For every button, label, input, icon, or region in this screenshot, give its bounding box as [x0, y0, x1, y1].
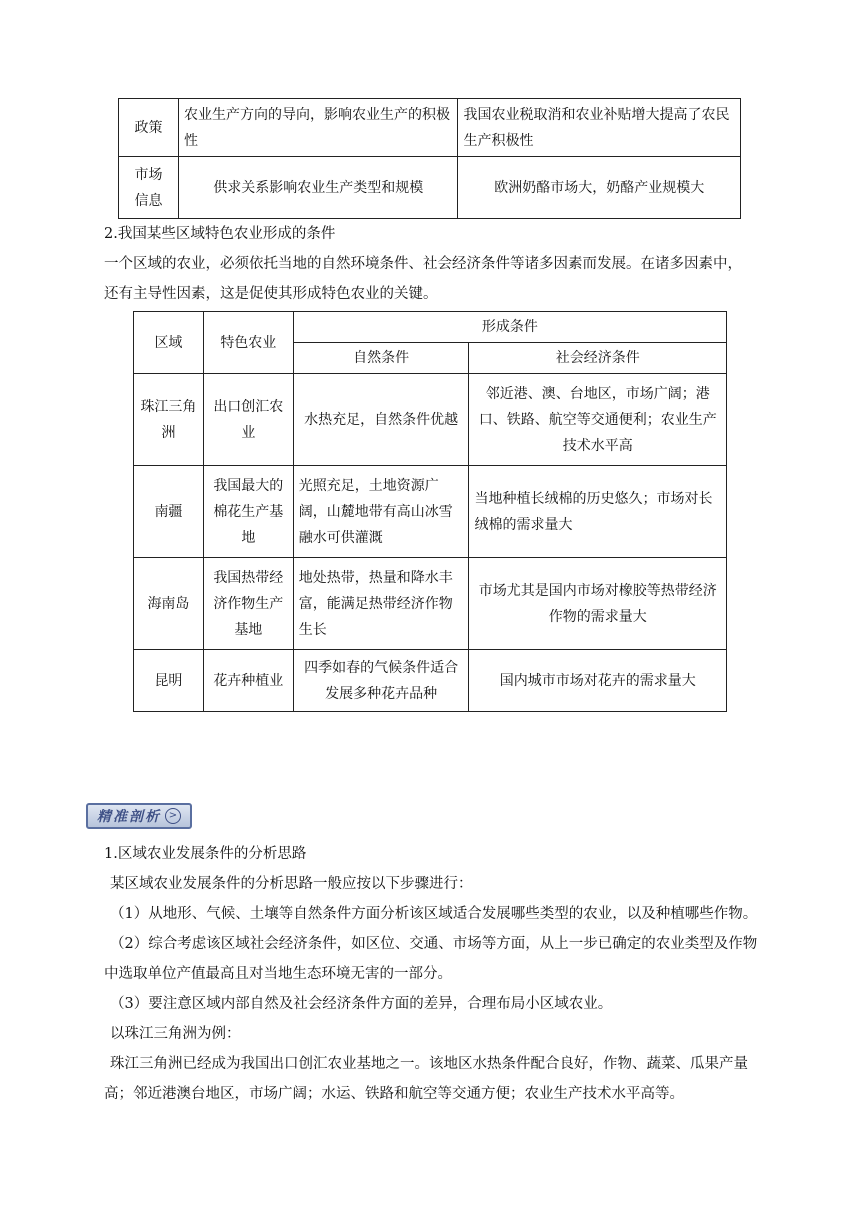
table-cell-region: 南疆 [134, 466, 204, 558]
section-heading: 2.我国某些区域特色农业形成的条件 [104, 226, 336, 242]
paragraph-line: （1）从地形、气候、土壤等自然条件方面分析该区域适合发展哪些类型的农业，以及种植哪些作物。 [110, 906, 758, 922]
precise-analysis-badge [86, 803, 192, 829]
header-agriculture: 特色农业 [203, 312, 293, 374]
table-cell-region: 珠江三角洲 [134, 374, 204, 466]
header-conditions: 形成条件 [293, 312, 726, 343]
table-header-row [134, 312, 727, 343]
paragraph-line: （2）综合考虑该区域社会经济条件，如区位、交通、市场等方面，从上一步已确定的农业类型及作物 [110, 936, 758, 952]
table-cell-socioeconomic: 市场尤其是国内市场对橡胶等热带经济作物的需求量大 [469, 558, 727, 650]
table-row [134, 466, 727, 558]
paragraph-line: （3）要注意区域内部自然及社会经济条件方面的差异，合理布局小区域农业。 [110, 996, 613, 1012]
table-row [134, 558, 727, 650]
table-cell-factor: 政策 [119, 99, 179, 157]
paragraph-line: 一个区域的农业，必须依托当地的自然环境条件、社会经济条件等诸多因素而发展。在诸多因素中， [104, 256, 742, 272]
paragraph-line: 中选取单位产值最高且对当地生态环境无害的一部分。 [104, 966, 452, 982]
analysis-heading: 1.区域农业发展条件的分析思路 [104, 846, 307, 862]
table-cell-factor: 市场信息 [119, 157, 179, 219]
table-row [134, 374, 727, 466]
table-cell-example: 我国农业税取消和农业补贴增大提高了农民生产积极性 [458, 99, 741, 157]
table-cell-agriculture: 我国热带经济作物生产基地 [203, 558, 293, 650]
table-row [134, 650, 727, 712]
header-natural: 自然条件 [293, 343, 469, 374]
table-cell-region: 昆明 [134, 650, 204, 712]
table-cell-natural: 水热充足，自然条件优越 [293, 374, 469, 466]
paragraph-line: 某区域农业发展条件的分析思路一般应按以下步骤进行： [110, 876, 473, 892]
table-cell-effect: 供求关系影响农业生产类型和规模 [178, 157, 458, 219]
table-cell-effect: 农业生产方向的导向，影响农业生产的积极性 [178, 99, 458, 157]
badge-label: 精准剖析 [97, 809, 161, 825]
arrow-circle-icon: > [165, 808, 181, 824]
table-cell-socioeconomic: 邻近港、澳、台地区，市场广阔；港口、铁路、航空等交通便利；农业生产技术水平高 [469, 374, 727, 466]
table-cell-region: 海南岛 [134, 558, 204, 650]
table-cell-socioeconomic: 国内城市市场对花卉的需求量大 [469, 650, 727, 712]
region-table [133, 311, 727, 712]
paragraph-line: 还有主导性因素，这是促使其形成特色农业的关键。 [104, 286, 438, 302]
table-cell-agriculture: 花卉种植业 [203, 650, 293, 712]
paragraph-line: 高；邻近港澳台地区，市场广阔；水运、铁路和航空等交通方便；农业生产技术水平高等。 [104, 1086, 684, 1102]
table-cell-natural: 四季如春的气候条件适合发展多种花卉品种 [293, 650, 469, 712]
table-cell-example: 欧洲奶酪市场大，奶酪产业规模大 [458, 157, 741, 219]
paragraph-line: 以珠江三角洲为例： [110, 1026, 241, 1042]
table-row [119, 157, 741, 219]
table-cell-natural: 地处热带，热量和降水丰富，能满足热带经济作物生长 [293, 558, 469, 650]
table-cell-agriculture: 出口创汇农业 [203, 374, 293, 466]
table-row [119, 99, 741, 157]
header-region: 区域 [134, 312, 204, 374]
table-cell-agriculture: 我国最大的棉花生产基地 [203, 466, 293, 558]
table-cell-socioeconomic: 当地种植长绒棉的历史悠久；市场对长绒棉的需求量大 [469, 466, 727, 558]
header-socioeconomic: 社会经济条件 [469, 343, 727, 374]
factor-table [118, 98, 741, 219]
table-cell-natural: 光照充足，土地资源广阔，山麓地带有高山冰雪融水可供灌溉 [293, 466, 469, 558]
paragraph-line: 珠江三角洲已经成为我国出口创汇农业基地之一。该地区水热条件配合良好，作物、蔬菜、瓜果产量 [110, 1056, 748, 1072]
